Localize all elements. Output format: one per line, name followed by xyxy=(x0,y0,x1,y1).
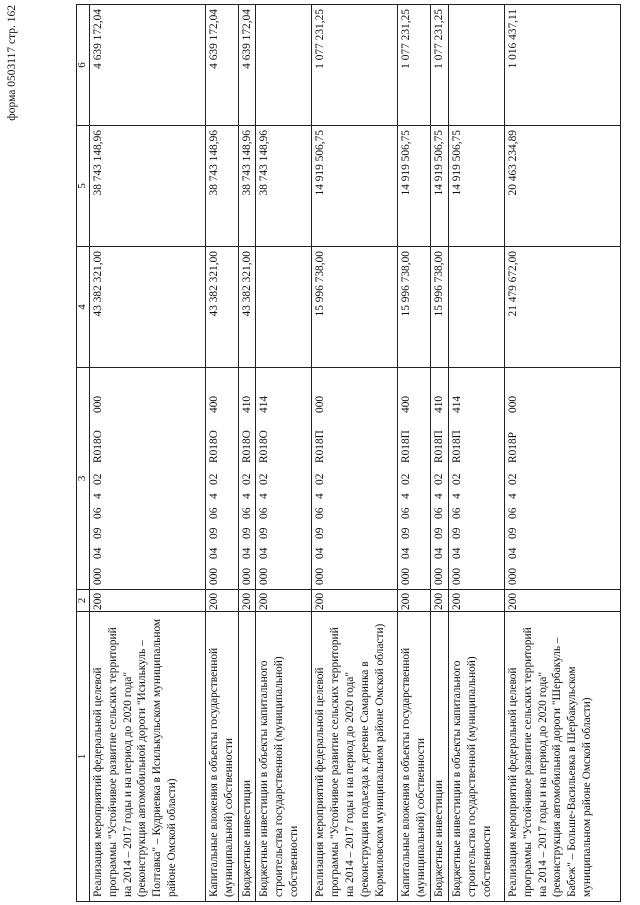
code-segment: 000 xyxy=(92,567,104,585)
column-number: 4 xyxy=(77,247,90,368)
line-code: 200 xyxy=(312,590,398,612)
code-segment: R018П xyxy=(400,430,413,463)
code-segment: 02 xyxy=(314,473,327,485)
amount-executed-b: 4 639 172,04 xyxy=(90,5,206,126)
code-segment: 09 xyxy=(450,527,463,539)
code-segment: 4 xyxy=(506,493,519,499)
code-segment: 04 xyxy=(400,547,413,559)
code-segment: 000 xyxy=(400,567,413,585)
budget-classification-code xyxy=(448,368,504,590)
code-segment: 414 xyxy=(450,395,463,413)
column-number: 1 xyxy=(77,612,90,902)
code-segment: 000 xyxy=(506,395,519,413)
code-segment: 02 xyxy=(208,473,220,485)
code-segment: 000 xyxy=(240,567,253,585)
line-code: 200 xyxy=(448,590,504,612)
row-name: Бюджетные инвестиции xyxy=(431,612,449,902)
row-name: Бюджетные инвестиции в объекты капитального строительства государственной (муниципальной) собственности xyxy=(448,612,504,902)
amount-executed-a: 20 463 234,89 xyxy=(504,126,620,247)
amount-executed-a: 14 919 506,75 xyxy=(431,126,449,247)
code-segment: 09 xyxy=(208,527,220,539)
budget-classification-code xyxy=(431,368,449,590)
amount-approved: 43 382 321,00 xyxy=(238,247,256,368)
code-segment: 4 xyxy=(208,493,220,499)
table-row xyxy=(398,5,431,902)
code-segment: 4 xyxy=(92,493,104,499)
code-segment: 06 xyxy=(400,507,413,519)
code-segment: 04 xyxy=(240,547,253,559)
code-segment: 02 xyxy=(92,473,104,485)
code-segment: 06 xyxy=(506,507,519,519)
code-segment: 02 xyxy=(258,473,271,485)
code-segment: 09 xyxy=(240,527,253,539)
line-code: 200 xyxy=(504,590,620,612)
line-code: 200 xyxy=(398,590,431,612)
code-segment: 09 xyxy=(314,527,327,539)
code-segment: 09 xyxy=(433,527,446,539)
row-name: Реализация мероприятий федеральной целевой программы "Устойчивое развитие сельских территорий на 2014 – 2017 годы и на период до 2020 года" (реконструкция автомобильной дороги "Шербакуль – Бабеж" – Больше-Васильевка в Шербакульском муниципальном районе Омской области) xyxy=(504,612,620,902)
amount-executed-b: 1 016 437,11 xyxy=(504,5,620,126)
amount-approved: 15 996 738,00 xyxy=(312,247,398,368)
form-reference: форма 0503117 стр. 162 xyxy=(6,5,18,121)
amount-executed-a: 38 743 148,96 xyxy=(238,126,256,247)
code-segment: 4 xyxy=(433,493,446,499)
amount-approved: 43 382 321,00 xyxy=(90,247,206,368)
row-name: Капитальные вложения в объекты государственной (муниципальной) собственности xyxy=(398,612,431,902)
code-segment: 400 xyxy=(208,395,220,413)
amount-executed-b: 4 639 172,04 xyxy=(206,5,239,126)
amount-approved xyxy=(256,247,312,368)
amount-executed-b: 1 077 231,25 xyxy=(312,5,398,126)
table-row xyxy=(256,5,312,902)
code-segment: 000 xyxy=(208,567,220,585)
amount-approved: 15 996 738,00 xyxy=(398,247,431,368)
code-segment: 02 xyxy=(433,473,446,485)
budget-classification-code xyxy=(238,368,256,590)
code-segment: 02 xyxy=(506,473,519,485)
code-segment: 06 xyxy=(450,507,463,519)
code-segment: R018П xyxy=(433,430,446,463)
code-segment: 04 xyxy=(92,547,104,559)
code-segment: 410 xyxy=(240,395,253,413)
code-segment: 06 xyxy=(208,507,220,519)
code-segment: 09 xyxy=(92,527,104,539)
budget-table xyxy=(76,4,621,902)
amount-executed-a: 14 919 506,75 xyxy=(312,126,398,247)
code-segment: 4 xyxy=(314,493,327,499)
code-segment: 000 xyxy=(258,567,271,585)
amount-approved: 43 382 321,00 xyxy=(206,247,239,368)
budget-classification-code xyxy=(312,368,398,590)
table-row xyxy=(238,5,256,902)
amount-executed-b: 4 639 172,04 xyxy=(238,5,256,126)
code-segment: 09 xyxy=(258,527,271,539)
code-segment: 02 xyxy=(400,473,413,485)
column-number-row xyxy=(77,5,90,902)
budget-classification-code xyxy=(398,368,431,590)
code-segment: 000 xyxy=(506,567,519,585)
code-segment: 06 xyxy=(314,507,327,519)
row-name: Капитальные вложения в объекты государственной (муниципальной) собственности xyxy=(206,612,239,902)
code-segment: 000 xyxy=(433,567,446,585)
column-number: 6 xyxy=(77,5,90,126)
amount-executed-a: 14 919 506,75 xyxy=(398,126,431,247)
code-segment: 400 xyxy=(400,395,413,413)
code-segment: 09 xyxy=(506,527,519,539)
table-row xyxy=(448,5,504,902)
row-name: Бюджетные инвестиции в объекты капитального строительства государственной (муниципальной) собственности xyxy=(256,612,312,902)
code-segment: 06 xyxy=(240,507,253,519)
code-segment: 4 xyxy=(240,493,253,499)
table-row xyxy=(312,5,398,902)
code-segment: R018О xyxy=(240,430,253,463)
code-segment: 000 xyxy=(314,567,327,585)
code-segment: 4 xyxy=(400,493,413,499)
code-segment: 4 xyxy=(450,493,463,499)
amount-executed-a: 38 743 148,96 xyxy=(256,126,312,247)
table-row xyxy=(504,5,620,902)
code-segment: 04 xyxy=(433,547,446,559)
amount-executed-b xyxy=(448,5,504,126)
code-segment: 414 xyxy=(258,395,271,413)
amount-approved: 15 996 738,00 xyxy=(431,247,449,368)
row-name: Реализация мероприятий федеральной целевой программы "Устойчивое развитие сельских территорий на 2014 – 2017 годы и на период до 2020 года" (реконструкция подъезда к деревне Самаринка в Кормиловском муниципальном районе Омской области) xyxy=(312,612,398,902)
amount-executed-a: 38 743 148,96 xyxy=(206,126,239,247)
code-segment: 04 xyxy=(208,547,220,559)
column-number: 2 xyxy=(77,590,90,612)
line-code: 200 xyxy=(238,590,256,612)
amount-executed-a: 14 919 506,75 xyxy=(448,126,504,247)
code-segment: 000 xyxy=(92,395,104,413)
code-segment: 02 xyxy=(240,473,253,485)
code-segment: R018О xyxy=(208,430,220,463)
table-row xyxy=(206,5,239,902)
code-segment: R018О xyxy=(258,430,271,463)
code-segment: 04 xyxy=(506,547,519,559)
table-row xyxy=(90,5,206,902)
budget-classification-code xyxy=(256,368,312,590)
amount-executed-b: 1 077 231,25 xyxy=(398,5,431,126)
code-segment: R018П xyxy=(314,430,327,463)
table-row xyxy=(431,5,449,902)
row-name: Реализация мероприятий федеральной целевой программы "Устойчивое развитие сельских территорий на 2014 – 2017 годы и на период до 2020 года" (реконструкция автомобильной дороги "Исилькуль – Полтавка" – Кудриевка в Исилькульском муниципальном районе Омской области) xyxy=(90,612,206,902)
line-code: 200 xyxy=(90,590,206,612)
code-segment: 02 xyxy=(450,473,463,485)
code-segment: 000 xyxy=(314,395,327,413)
code-segment: 04 xyxy=(258,547,271,559)
code-segment: 000 xyxy=(450,567,463,585)
code-segment: R018Р xyxy=(506,431,519,463)
column-number: 5 xyxy=(77,126,90,247)
column-number: 3 xyxy=(77,368,90,590)
budget-classification-code xyxy=(90,368,206,590)
code-segment: 06 xyxy=(258,507,271,519)
amount-approved: 21 479 672,00 xyxy=(504,247,620,368)
code-segment: 04 xyxy=(314,547,327,559)
amount-approved xyxy=(448,247,504,368)
code-segment: 04 xyxy=(450,547,463,559)
code-segment: 4 xyxy=(258,493,271,499)
code-segment: 06 xyxy=(92,507,104,519)
code-segment: R018О xyxy=(92,430,104,463)
amount-executed-b xyxy=(256,5,312,126)
budget-classification-code xyxy=(504,368,620,590)
amount-executed-b: 1 077 231,25 xyxy=(431,5,449,126)
code-segment: R018П xyxy=(450,430,463,463)
code-segment: 06 xyxy=(433,507,446,519)
code-segment: 410 xyxy=(433,395,446,413)
line-code: 200 xyxy=(256,590,312,612)
row-name: Бюджетные инвестиции xyxy=(238,612,256,902)
line-code: 200 xyxy=(431,590,449,612)
budget-classification-code xyxy=(206,368,239,590)
line-code: 200 xyxy=(206,590,239,612)
amount-executed-a: 38 743 148,96 xyxy=(90,126,206,247)
code-segment: 09 xyxy=(400,527,413,539)
